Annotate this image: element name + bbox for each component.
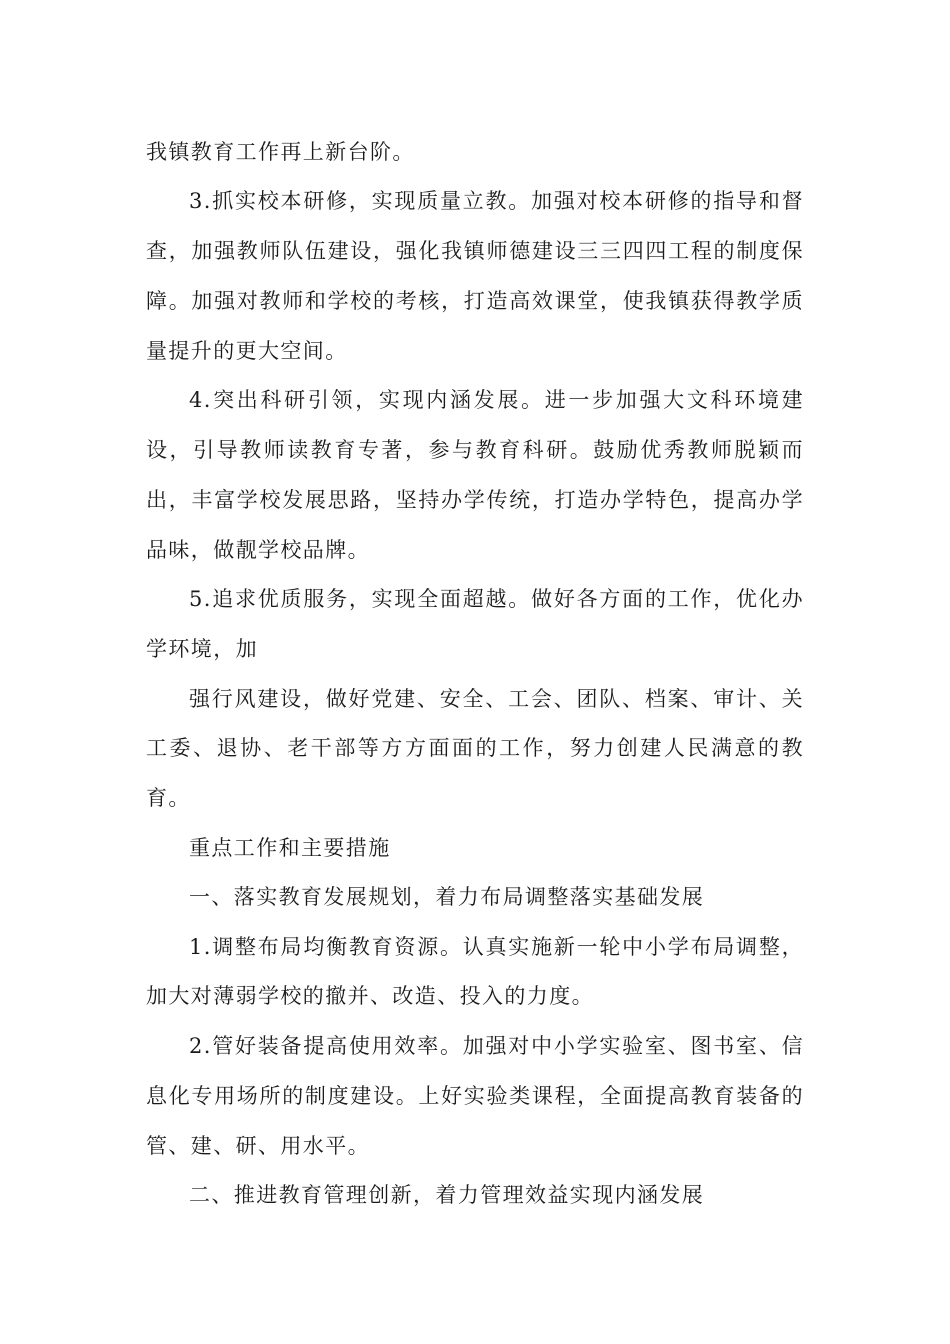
text-line: 量提升的更大空间。 — [146, 339, 348, 363]
text-line: 设，引导教师读教育专著，参与教育科研。鼓励优秀教师脱颖而 — [146, 438, 804, 462]
section-heading: 一、落实教育发展规划，着力布局调整落实基础发展 — [189, 885, 705, 909]
section-heading: 重点工作和主要措施 — [189, 836, 391, 860]
text-line: 品味，做靓学校品牌。 — [146, 538, 370, 562]
text-line: 查，加强教师队伍建设，强化我镇师德建设三三四四工程的制度保 — [146, 239, 804, 263]
text-line: 2.管好装备提高使用效率。加强对中小学实验室、图书室、信 — [189, 1034, 804, 1058]
text-line: 出，丰富学校发展思路，坚持办学传统，打造办学特色，提高办学 — [146, 488, 804, 512]
text-line: 息化专用场所的制度建设。上好实验类课程，全面提高教育装备的 — [146, 1084, 804, 1108]
text-line: 强行风建设，做好党建、安全、工会、团队、档案、审计、关 — [189, 687, 804, 711]
text-line: 加大对薄弱学校的撤并、改造、投入的力度。 — [146, 984, 594, 1008]
text-line: 工委、退协、老干部等方方面面的工作，努力创建人民满意的教 — [146, 736, 804, 760]
text-line: 育。 — [146, 786, 191, 810]
text-line: 我镇教育工作再上新台阶。 — [146, 140, 415, 164]
text-line: 5.追求优质服务，实现全面超越。做好各方面的工作，优化办 — [189, 587, 804, 611]
text-line: 3.抓实校本研修，实现质量立教。加强对校本研修的指导和督 — [189, 189, 804, 213]
text-line: 学环境，加 — [146, 637, 258, 661]
text-line: 管、建、研、用水平。 — [146, 1134, 370, 1158]
text-line: 1.调整布局均衡教育资源。认真实施新一轮中小学布局调整， — [189, 935, 804, 959]
text-line: 障。加强对教师和学校的考核，打造高效课堂，使我镇获得教学质 — [146, 289, 804, 313]
text-line: 4.突出科研引领，实现内涵发展。进一步加强大文科环境建 — [189, 388, 804, 412]
section-heading: 二、推进教育管理创新，着力管理效益实现内涵发展 — [189, 1183, 705, 1207]
